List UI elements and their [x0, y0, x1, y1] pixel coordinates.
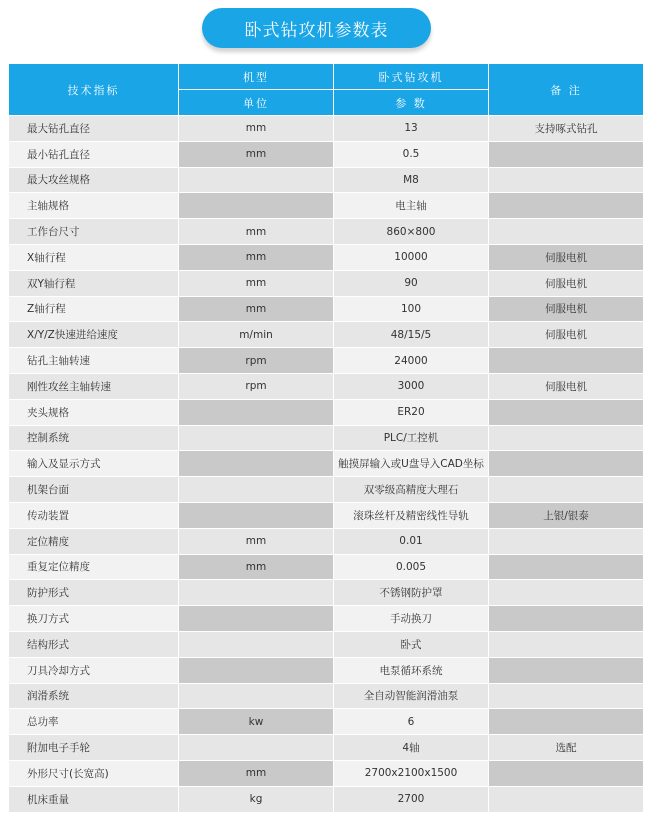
spec-note-cell: [489, 399, 644, 425]
table-row: [9, 760, 644, 786]
spec-unit-cell: mm: [179, 528, 334, 554]
spec-name-cell: 换刀方式: [9, 606, 179, 632]
spec-note-cell: [489, 451, 644, 477]
spec-unit-cell: rpm: [179, 348, 334, 374]
spec-unit-cell: mm: [179, 244, 334, 270]
spec-note-cell: [489, 657, 644, 683]
spec-value-cell: 0.005: [334, 554, 489, 580]
spec-note-cell: [489, 606, 644, 632]
table-row: [9, 477, 644, 503]
spec-unit-cell: kw: [179, 709, 334, 735]
spec-value-cell: 卧式: [334, 631, 489, 657]
spec-value-cell: 滚珠丝杆及精密线性导轨: [334, 502, 489, 528]
spec-name-cell: 刚性攻丝主轴转速: [9, 373, 179, 399]
table-row: [9, 270, 644, 296]
spec-unit-cell: rpm: [179, 373, 334, 399]
table-row: [9, 373, 644, 399]
spec-unit-cell: [179, 399, 334, 425]
spec-unit-cell: [179, 657, 334, 683]
table-row: [9, 502, 644, 528]
spec-value-cell: 6: [334, 709, 489, 735]
table-row: [9, 683, 644, 709]
spec-value-cell: PLC/工控机: [334, 425, 489, 451]
spec-note-cell: [489, 554, 644, 580]
spec-note-cell: [489, 631, 644, 657]
spec-name-cell: 最大攻丝规格: [9, 167, 179, 193]
spec-name-cell: X/Y/Z快速进给速度: [9, 322, 179, 348]
table-row: [9, 554, 644, 580]
spec-note-cell: 伺服电机: [489, 322, 644, 348]
spec-note-cell: [489, 683, 644, 709]
spec-unit-cell: mm: [179, 270, 334, 296]
table-row: [9, 167, 644, 193]
spec-name-cell: 附加电子手轮: [9, 735, 179, 761]
header-unit: 单位: [179, 90, 334, 116]
spec-unit-cell: [179, 167, 334, 193]
spec-name-cell: 输入及显示方式: [9, 451, 179, 477]
table-row: [9, 786, 644, 812]
spec-unit-cell: [179, 425, 334, 451]
spec-unit-cell: [179, 631, 334, 657]
spec-value-cell: 100: [334, 296, 489, 322]
spec-value-cell: 电主轴: [334, 193, 489, 219]
spec-value-cell: 电泵循环系统: [334, 657, 489, 683]
table-row: [9, 296, 644, 322]
spec-note-cell: [489, 193, 644, 219]
spec-value-cell: ER20: [334, 399, 489, 425]
spec-note-cell: [489, 709, 644, 735]
spec-note-cell: [489, 528, 644, 554]
spec-name-cell: 总功率: [9, 709, 179, 735]
table-row: [9, 116, 644, 142]
spec-unit-cell: [179, 451, 334, 477]
header-params: 参 数: [334, 90, 489, 116]
table-row: [9, 425, 644, 451]
spec-name-cell: 主轴规格: [9, 193, 179, 219]
spec-name-cell: 控制系统: [9, 425, 179, 451]
table-row: [9, 631, 644, 657]
spec-value-cell: 0.01: [334, 528, 489, 554]
spec-name-cell: 钻孔主轴转速: [9, 348, 179, 374]
spec-note-cell: 支持啄式钻孔: [489, 116, 644, 142]
spec-name-cell: 工作台尺寸: [9, 219, 179, 245]
table-row: [9, 348, 644, 374]
spec-name-cell: X轴行程: [9, 244, 179, 270]
spec-name-cell: 结构形式: [9, 631, 179, 657]
spec-table-body: [9, 116, 644, 813]
spec-note-cell: 选配: [489, 735, 644, 761]
spec-value-cell: 2700x2100x1500: [334, 760, 489, 786]
spec-name-cell: 定位精度: [9, 528, 179, 554]
spec-note-cell: [489, 425, 644, 451]
spec-note-cell: 伺服电机: [489, 296, 644, 322]
spec-name-cell: Z轴行程: [9, 296, 179, 322]
header-machine: 卧式钻攻机: [334, 64, 489, 90]
spec-value-cell: 13: [334, 116, 489, 142]
spec-value-cell: 0.5: [334, 141, 489, 167]
spec-value-cell: 触摸屏输入或U盘导入CAD坐标: [334, 451, 489, 477]
spec-note-cell: [489, 760, 644, 786]
spec-value-cell: 全自动智能润滑油泵: [334, 683, 489, 709]
spec-name-cell: 最大钻孔直径: [9, 116, 179, 142]
spec-name-cell: 刀具冷却方式: [9, 657, 179, 683]
spec-value-cell: 不锈钢防护罩: [334, 580, 489, 606]
spec-note-cell: [489, 141, 644, 167]
spec-table-header: [9, 64, 644, 116]
table-row: [9, 528, 644, 554]
spec-value-cell: 10000: [334, 244, 489, 270]
spec-unit-cell: [179, 606, 334, 632]
spec-unit-cell: mm: [179, 141, 334, 167]
header-model: 机型: [179, 64, 334, 90]
spec-unit-cell: [179, 193, 334, 219]
table-row: [9, 657, 644, 683]
spec-value-cell: 2700: [334, 786, 489, 812]
spec-name-cell: 双Y轴行程: [9, 270, 179, 296]
spec-value-cell: M8: [334, 167, 489, 193]
table-row: [9, 141, 644, 167]
spec-unit-cell: [179, 580, 334, 606]
spec-unit-cell: mm: [179, 554, 334, 580]
table-row: [9, 709, 644, 735]
spec-name-cell: 防护形式: [9, 580, 179, 606]
spec-name-cell: 机架台面: [9, 477, 179, 503]
spec-unit-cell: [179, 477, 334, 503]
page-title: 卧式钻攻机参数表: [202, 8, 431, 48]
spec-note-cell: 伺服电机: [489, 244, 644, 270]
spec-note-cell: 伺服电机: [489, 270, 644, 296]
spec-value-cell: 4轴: [334, 735, 489, 761]
spec-name-cell: 传动装置: [9, 502, 179, 528]
table-row: [9, 244, 644, 270]
table-row: [9, 735, 644, 761]
table-row: [9, 451, 644, 477]
spec-value-cell: 双零级高精度大理石: [334, 477, 489, 503]
spec-value-cell: 90: [334, 270, 489, 296]
spec-unit-cell: mm: [179, 296, 334, 322]
spec-value-cell: 24000: [334, 348, 489, 374]
spec-unit-cell: [179, 735, 334, 761]
spec-name-cell: 重复定位精度: [9, 554, 179, 580]
table-row: [9, 606, 644, 632]
spec-unit-cell: mm: [179, 760, 334, 786]
spec-name-cell: 机床重量: [9, 786, 179, 812]
spec-name-cell: 润滑系统: [9, 683, 179, 709]
spec-note-cell: 伺服电机: [489, 373, 644, 399]
spec-note-cell: [489, 786, 644, 812]
table-row: [9, 580, 644, 606]
spec-unit-cell: [179, 502, 334, 528]
spec-unit-cell: [179, 683, 334, 709]
header-indicator: 技术指标: [9, 64, 179, 116]
spec-unit-cell: mm: [179, 116, 334, 142]
spec-name-cell: 夹头规格: [9, 399, 179, 425]
spec-note-cell: [489, 348, 644, 374]
spec-name-cell: 最小钻孔直径: [9, 141, 179, 167]
table-row: [9, 219, 644, 245]
spec-note-cell: 上银/银泰: [489, 502, 644, 528]
spec-unit-cell: kg: [179, 786, 334, 812]
spec-value-cell: 3000: [334, 373, 489, 399]
header-remark: 备 注: [489, 64, 644, 116]
spec-value-cell: 860×800: [334, 219, 489, 245]
spec-note-cell: [489, 580, 644, 606]
spec-name-cell: 外形尺寸(长宽高): [9, 760, 179, 786]
spec-unit-cell: mm: [179, 219, 334, 245]
spec-note-cell: [489, 219, 644, 245]
spec-note-cell: [489, 477, 644, 503]
spec-value-cell: 48/15/5: [334, 322, 489, 348]
spec-unit-cell: m/min: [179, 322, 334, 348]
spec-value-cell: 手动换刀: [334, 606, 489, 632]
spec-note-cell: [489, 167, 644, 193]
table-row: [9, 322, 644, 348]
table-row: [9, 193, 644, 219]
table-row: [9, 399, 644, 425]
spec-table: [8, 63, 644, 813]
